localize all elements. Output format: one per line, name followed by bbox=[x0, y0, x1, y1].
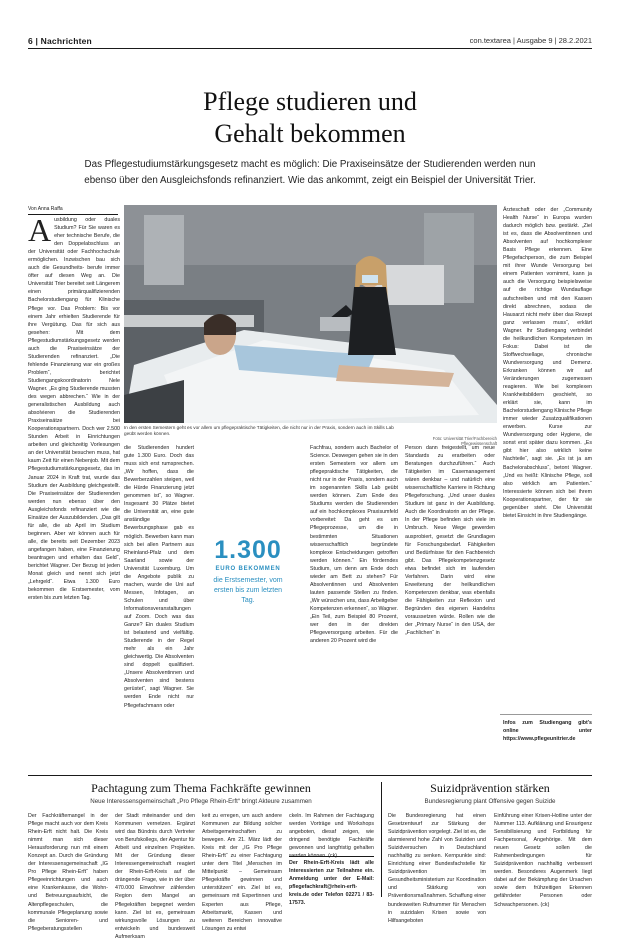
bottom-left-column-1: Der Fachkräftemangel in der Pflege macht auch vor dem Kreis Rhein-Erft nicht halt. Die Kreis nimmt man sich dieser Herausforderung nun mit einem Konzept an. Durch die Gründung der Interessensgemeinschaft „IG Pro Pflege Rhein-Erft“ haben Pflegeeinrichtungen und auch eine Krankenkasse, die Wohn- und Betreuungsaufsicht, die Altenpflegeschulen, die kommunale Pflegeplanung sowie die Senioren- und Pflegeberatungsstellen bbox=[28, 813, 108, 932]
bottom-right-lead: Bundesregierung plant Offensive gegen Suizide bbox=[424, 798, 556, 805]
article-photo bbox=[124, 205, 497, 423]
highlight-unit: EURO BEKOMMEN bbox=[215, 566, 281, 572]
sidebar-divider bbox=[500, 714, 592, 715]
section-label: 6 | Nachrichten bbox=[28, 36, 92, 46]
bottom-divider bbox=[28, 775, 592, 776]
bottom-vertical-divider bbox=[381, 782, 382, 897]
highlight-description: die Erstsemester, vom ersten bis zum letzten Tag. bbox=[213, 577, 283, 604]
article-headline bbox=[0, 86, 620, 150]
article-column-3: Fachfrau, sondern auch Bachelor of Science. Deswegen gehen sie in den ersten Semestern vor allem um pflegepraktische Tätigkeiten, die nicht nur in der Praxis, sondern auch im sogenannten Skills Lab geübt werden können. Zum Ende des Studiums werden die Studierenden auf ein hochkomplexes Praxisumfeld vorbereitet: Da geht es um Pflegeprozesse, um die in bestimmten Situationen wissenschaftlich begründete komplexe Entscheidungen getroffen werden können.“ Ein förderndes Studium, um denn am Ende doch wieder am Bett zu stehen? Für Absolventinnen und Absolventen lauten passende Stellen zu finden. „Wir wünschen uns, dass Arbeitgeber Kompetenzen erkennen“, so Wagner. „Ein Teil, zum Beispiel 80 Prozent, wer den in der direkten Pflegeversorgung arbeiten. Für die anderen 20 Prozent wird die bbox=[310, 445, 398, 645]
byline: Von Anna Raffa bbox=[28, 206, 118, 215]
article-lead: Das Pflegestudiumstärkungsgesetz macht es möglich: Die Praxiseinsätze der Studierenden werden nun ebenso über den Ausgleichsfonds refinanziert. Wie das ankommt, zeigt ein Beispiel der Universität Trier. bbox=[84, 159, 536, 186]
article-column-4: Person dann freigestellt, um neue Standards zu erarbeiten oder Beratungen durchzuführen.“ Auch Tätigkeiten im Casemanagement wären denkbar – und natürlich eine wissenschaftliche Karriere in Richtung Pflegeforschung. „Und unser duales Studium ist ganz in der Ausbildung. Auch die Koordinatorin an der Pflege. In der Pflege befinden sich viele im Umbruch. Neue Wege gewerden ausprobiert, gesetzt die Grundlagen für Forschungsbedarf. Fähigkeiten und Bedürfnisse für den Fachbereich gibt. Das Pflegekompetenzgesetz etwa befindet sich im laufenden Verfahren. Darin wird eine Erweiterung der heilkundlichen Kompetenzen denkbar, was ebenfalls die Fähigkeiten zur Reflexion und Begründen des eigenen Handelns voraussetzen würde. Rollen wie die der „Primary Nurse“ in den USA, der „Fachlichen“ in bbox=[405, 445, 495, 637]
bottom-left-column-2: der Stadt miteinander und den Kommunen vernetzen. Ergänzt wird das Bündnis durch Vertreter von Berufskollegs, der Agentur für Arbeit und einzelnen Projekten. Mit der Gründung dieser Interessengemeinschaft reagiert der Rhein-Erft-Kreis auf die drängende Frage, wie in der über 470.000 Einwohner zählenden Region dem Mangel an Pflegekräften begegnet werden kann. Ziel ist es, gemeinsam wirkungsvolle Lösungen zu entwickeln und bundesweit Aufmerksam bbox=[115, 813, 195, 940]
bottom-left-column-3: keit zu erregen, um auch andere Kommunen zur Bildung solcher Arbeitsgemeinschaften zu bewegen. Am 21. März lädt der Kreis mit der „IG Pro Pflege Rhein-Erft“ zu einer Fachtagung unter dem Titel „Menschen im Mittelpunkt – Gemeinsam Pflegekräfte gewinnen und unterstützen“ ein. Ziel ist es, gemeinsam mit Expertinnen und Experten aus Pflege, Arbeitsmarkt, Kassen und weiteren Bereichen innovative Lösungen zu entwi bbox=[202, 813, 282, 932]
bottom-left-lead: Neue Interessensgemeinschaft „Pro Pflege Rhein-Erft“ bringt Akteure zusammen bbox=[90, 798, 312, 805]
header-divider bbox=[28, 48, 592, 49]
photo-illustration bbox=[124, 205, 497, 423]
article-column-2: die Studierenden hundert gute 1.300 Euro. Doch das muss sich erst rumsprechen. „Wir hoffen, dass die Bewerberzahlen steigen, weil die Hürde Finanzierung jetzt genommen ist“, so Wagner. Insgesamt 30 Plätze bietet die Universität an, eine gute anständige Bewerbungsphase gab es möglich. Bewerben kann man sich bei allen Partnern aus Rheinland-Pfalz und dem Saarland sowie der Universität Luxemburg. Um die Angebote publik zu machen, wurde die Uni auf Messen, Infotagen, an Schulen und über Informationsveranstaltungen auf Zoom. Doch was das Ganze? Ein duales Studium ist belastend und vielfältig. Studierende in der Regel mehr als ein Jahr gleichwertig. Die Absolventen sind doppelt qualifiziert. „Unsere Absolventinnen und Absolventen sind bestens gerüstet“, sagt Wagner. Sie werden Ende nicht nur Pflegefachmann oder bbox=[124, 445, 194, 709]
highlight-number: 1.300 bbox=[214, 536, 282, 564]
drop-cap: A bbox=[28, 212, 52, 248]
headline-line-1: Pflege studieren und bbox=[203, 87, 417, 116]
bottom-left-info: Der Rhein-Erft-Kreis lädt alle Interessierten zur Teilnahme ein. Anmeldung unter der E-Mail: pflegefachkraft@rhein-erft-kreis.de oder Telefon 02271 / 83-17573. bbox=[289, 856, 374, 901]
headline-line-2: Gehalt bekommen bbox=[214, 119, 406, 148]
bottom-right-column-2: Einführung einer Krisen-Hotline unter der Nummer 113. Aufklärung und Ensurigenz Sensibilisierung und Fortbildung für Fachpersonal, Angehörige. Mit dem neuen Gesetz sollen die Rahmenbedingungen für Suizidprävention nachhaltig verbessert werden. Besonderes Augenmerk liegt dabei auf der Bekämpfung der Ursachen sowie dem frühzeitigen Erkennen gefährdeter Personen oder Schwachpersonen. (ck) bbox=[494, 813, 592, 908]
article-column-5: Ärzteschaft oder der „Community Health Nurse“ in Europa wurden dadurch möglich bzw. gestärkt. „Ziel ist es, dass die Absolventinnen und Absolventen auf hochkomplexer Basis Pflege erkennen. Eine Pflegefachperson, die zum Beispiel mit ihrer Wunde Versorgung bei einem Patienten vornimmt, kann ja auch die Versorgung beispielsweise auf die richtige Wundauflage aufschreiben und mit den Kassen direkt abrechnen, sodass die Hausarzt nicht mehr über das Rezept ganz verlassen muss“, erklärt Wagner. Ihr Studiengang verbindet die heilkundlichen Kompetenzen im Fokus: Dabei ist die Stoffwechsellage, chronische Wundversorgung und Demenz. Erkranken können wir auf Veränderungen zugemessen reagieren. Wie bei komplexen Krankheitsbildern geschieht, so erklärt sie, kann im Bachelorstudiengang Klinische Pflege immer wieder Zusatzqualifikationen erwerben. Kurse zur Wundversorgung oder Hygiene, die sonst erst später dazu kommen. „Es gibt hier also wirklich keine Nachteile“, sagt sie. „Es ist ja am Bachelorabschluss“, betont Wagner. „Und es heißt: Klinische Pflege, soll also wirklich am Patienten.“ Interessierte können sich bei ihrem Kooperationspartner, der für sie gegenüber steht. Die Universität bietet Einsicht in ihre Studiengänge. bbox=[503, 207, 592, 519]
column-1-text: usbildung oder duales Studium? Für Sie waren es eher technische Berufe, die den Doppelabschluss an der Universität oder Fachhochschule ermöglichen. Inzwischen bau sich auch die Gesundheits- berufe immer öfter auf diesen Weg an. Die Universität Trier bereitet seit Längerem einen primärqualifizierenden Bachelorstudiengang für Klinische Pflege vor. Das Problem: Bis vor einem Jahr erhielten Studierende für ihre Vergütung. Das für sich aus gesehen: Mit dem Pflegestudiumstärkungsgesetz werden auch die Praxiseinsätze der Studierenden refinanziert. „Die fehlende Finanzierung war ein großes Problem“, berichtet Studiengangskoordinatorin Nele Wagner. „Es ging Studierende mussten des wegen abbrechen.“ Wie in der generalistischen Ausbildung auch absolvieren die Studierenden Praxiseinsätze bei Kooperationspartnern. Doch wer 2.500 Stunden Arbeit in Einrichtungen arbeiten und gleichzeitig Vorlesungen an der Universität besuchen muss, hat kaum Zeit für einen Nebenjob. Mit dem Pflegestudiumstärkungsgesetz, das im Januar 2024 in Kraft trat, wurde das Studium der Ausbildung gleichgestellt. Die Praxiseinsätze der Studierenden werden nun ebenso über den Ausgleichsfonds refinanziert wie die Einsätze der Auszubildenden. „Das gilt für alle, die ab April im Studium beginnen. Aber wir können auch für alle, die bereits seit Dezember 2023 angefangen haben, eine Finanzierung beantragen und erhalten das Geld“, berichtet Wagner. Der Bezug ist jeden Monat gleich und nennt sich jetzt „Lehrgeld“. Etwa 1.300 Euro bekommen die Erstsemester, vom ersten bis zum letzten Tag. bbox=[28, 217, 120, 602]
bottom-right-title: Suizidprävention stärken bbox=[430, 781, 550, 795]
article-column-1 bbox=[28, 212, 120, 763]
photo-credit: Foto: Universität Trier/Fachbereich Pflegewissenschaft bbox=[432, 436, 497, 446]
issue-info: con.textarea | Ausgabe 9 | 28.2.2021 bbox=[469, 36, 592, 45]
study-info: Infos zum Studiengang gibt's online unter https://www.pflegeunitrier.de bbox=[503, 720, 592, 743]
bottom-left-title: Pachtagung zum Thema Fachkräfte gewinnen bbox=[91, 781, 311, 795]
bottom-left-column-4: ckeln. Im Rahmen der Fachtagung werden Vorträge und Workshops angeboten, diesaf zeigen, wie dringend benötigte Fachkräfte gewonnen und langfristig gehalten werden können. (ck) bbox=[289, 813, 374, 860]
bottom-right-column-1: Die Bundesregierung hat einen Gesetzentwurf zur Stärkung der Suizidprävention vorgelegt. Ziel ist es, die alarmierend hohe Zahl von Suiziden und Suizidversuchen in Deutschland nachhaltig zu senken. Kernpunkte sind: Einrichtung einer Bundesfachstelle für Suizidprävention im Gesundheitsministerium zur Koordination und Stärkung von Präventionsmaßnahmen. Schaffung einer bundesweiten Rufnummer für Menschen in suizidalen Krisen sowie von Hilfsangeboten bbox=[388, 813, 486, 924]
photo-caption: In den ersten Semestern geht es vor allem um pflegepraktische Tätigkeiten, die nicht nur in der Praxis, sondern auch im Skills Lab geübt werden können. bbox=[124, 425, 394, 436]
